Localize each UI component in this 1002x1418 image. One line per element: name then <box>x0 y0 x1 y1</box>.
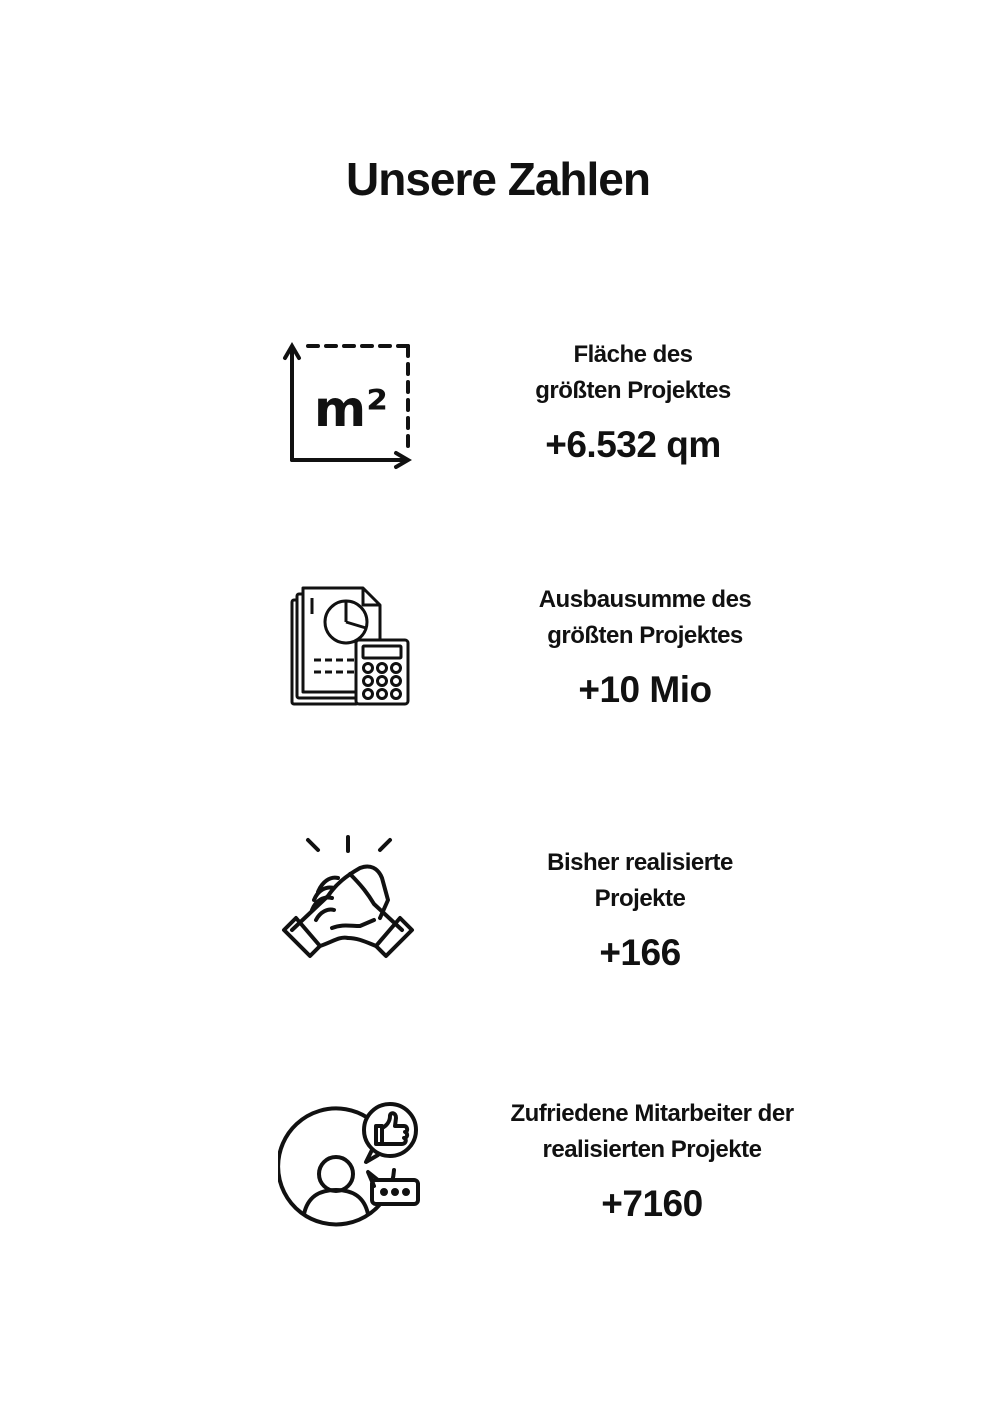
document-calculator-icon <box>288 584 414 710</box>
stat-label: Zufriedene Mitarbeiter der realisierten Projekte <box>510 1100 794 1163</box>
satisfied-employee-icon <box>278 1098 424 1228</box>
stat-value: +166 <box>599 932 681 973</box>
stat-card-area <box>488 337 778 466</box>
stat-card-budget <box>500 582 790 711</box>
stat-label: Bisher realisierte Projekte <box>547 849 733 912</box>
stat-card-employees <box>487 1096 817 1225</box>
stat-value: +7160 <box>601 1183 703 1224</box>
stat-label: Ausbausumme des größten Projektes <box>538 586 752 649</box>
page-title: Unsere Zahlen <box>346 153 650 205</box>
stat-label: Fläche des größten Projektes <box>535 341 731 404</box>
area-m2-icon <box>282 338 418 474</box>
m2-label: m² <box>314 380 388 438</box>
stat-card-projects <box>495 845 785 974</box>
stat-value: +6.532 qm <box>545 424 721 465</box>
handshake-icon <box>278 834 418 974</box>
stat-value: +10 Mio <box>578 669 712 710</box>
